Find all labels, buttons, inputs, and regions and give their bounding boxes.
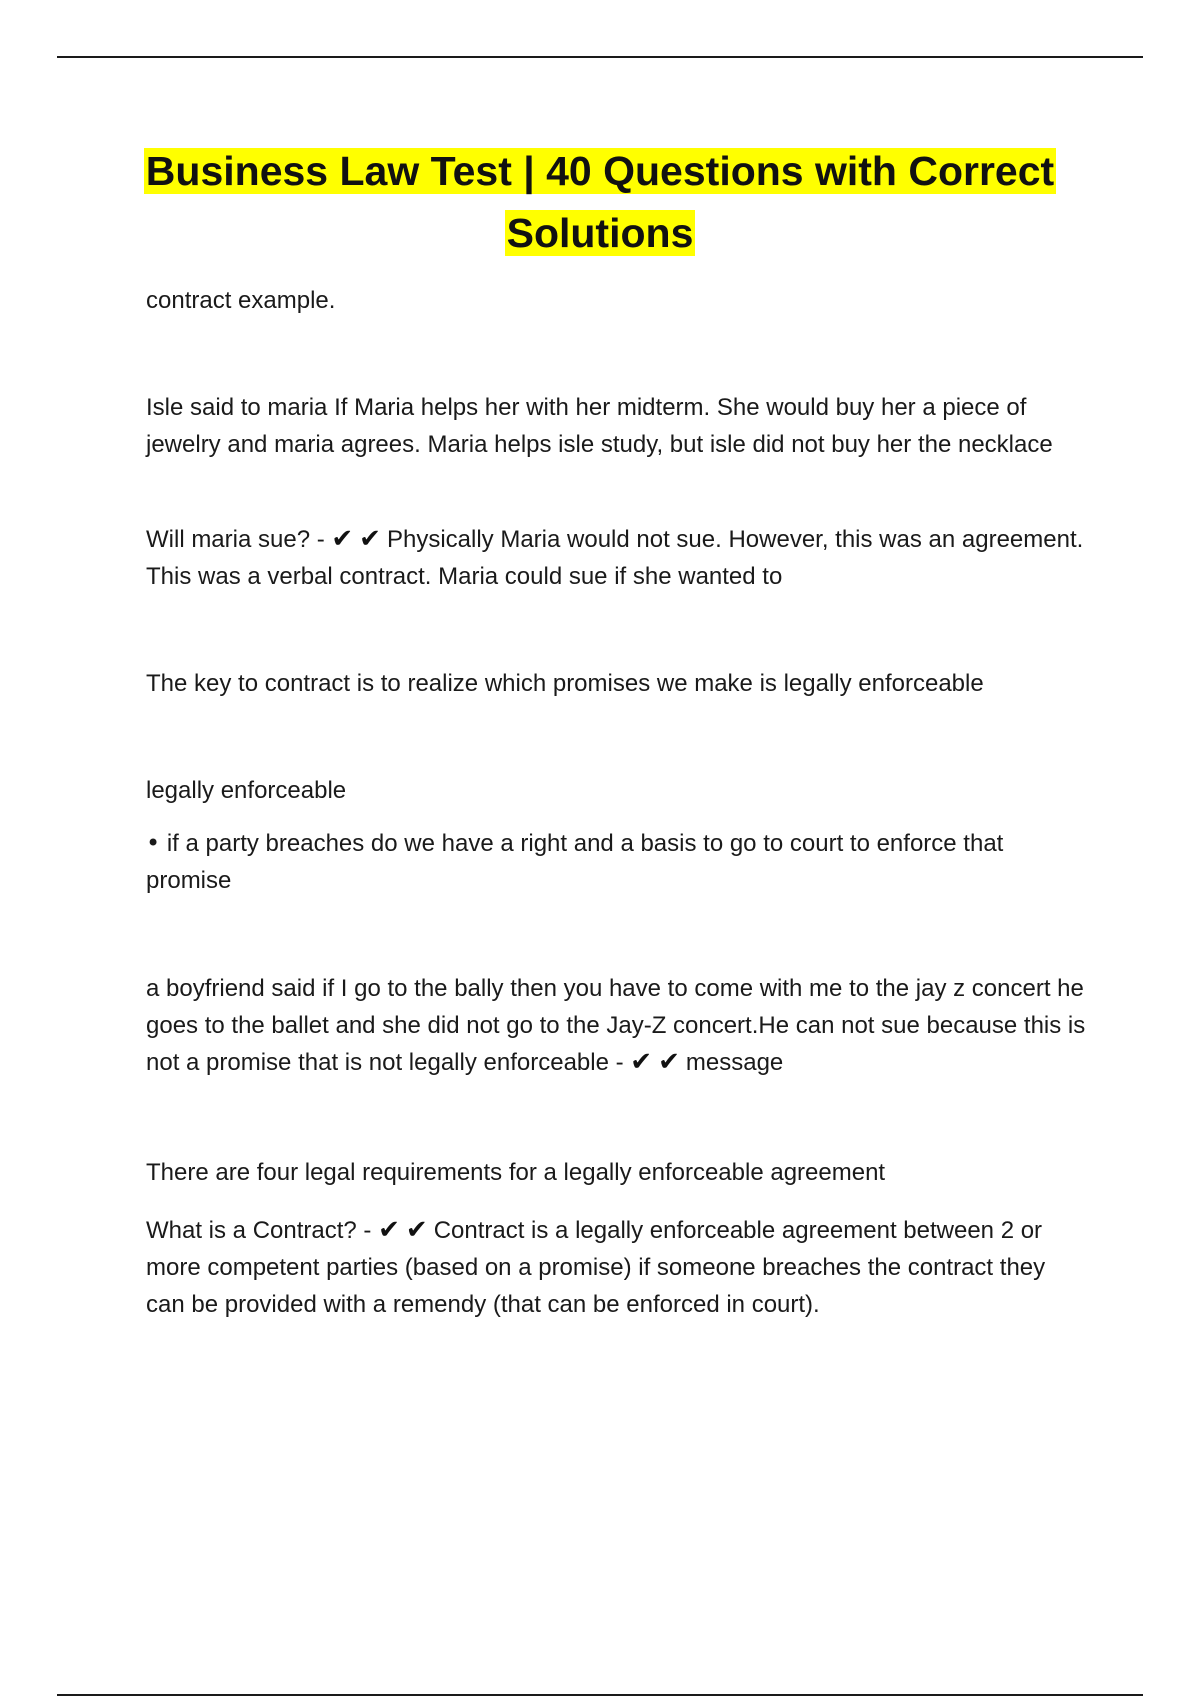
question-boyfriend-ballet [146,970,1086,1081]
check-icon: ✔ [378,1215,400,1245]
check-icon: ✔ [359,524,381,554]
check-icon: ✔ [658,1047,680,1077]
bottom-rule [57,1694,1143,1696]
check-icon: ✔ [630,1047,653,1077]
bullet-icon: • [146,829,161,857]
answer-text: Physically Maria would not sue. However, this was an agreement. This was a verbal contract. Maria could sue if she wanted to [146,526,1084,590]
paragraph-contract-example: contract example. [146,287,336,314]
paragraph-key-to-contract: The key to contract is to realize which promises we make is legally enforceable [146,670,984,697]
check-icon: ✔ [405,1215,428,1245]
question-text: What is a Contract? - [146,1217,372,1244]
bullet-text: if a party breaches do we have a right and a basis to go to court to enforce that promise [146,830,1004,894]
question-what-is-contract [146,1212,1086,1323]
document-title [100,140,1100,264]
title-line-2: Solutions [506,210,694,256]
answer-text: message [685,1049,784,1076]
paragraph-isle-maria: Isle said to maria If Maria helps her with her midterm. She would buy her a piece of jewelry and maria agrees. Maria helps isle study, but isle did not buy her the necklace [146,394,1053,458]
bullet-item-party-breaches [146,825,1086,899]
heading-legally-enforceable: legally enforceable [146,777,347,804]
check-icon: ✔ [331,524,354,554]
question-text: Will maria sue? - [146,526,325,553]
answer-text: Contract is a legally enforceable agreement between 2 or more competent parties (based on a promise) if someone breaches the contract they can be provided with a remendy (that can be enforced in court). [146,1217,1046,1318]
top-rule [57,56,1143,58]
paragraph-four-requirements: There are four legal requirements for a legally enforceable agreement [146,1159,886,1186]
question-text: a boyfriend said if I go to the bally then you have to come with me to the jay z concert he goes to the ballet and she did not go to the Jay-Z concert.He can not sue because this is not a promise that is not legally enforceable - [146,975,1086,1076]
question-will-maria-sue [146,521,1086,595]
title-line-1: Business Law Test | 40 Questions with Correct [145,148,1055,194]
